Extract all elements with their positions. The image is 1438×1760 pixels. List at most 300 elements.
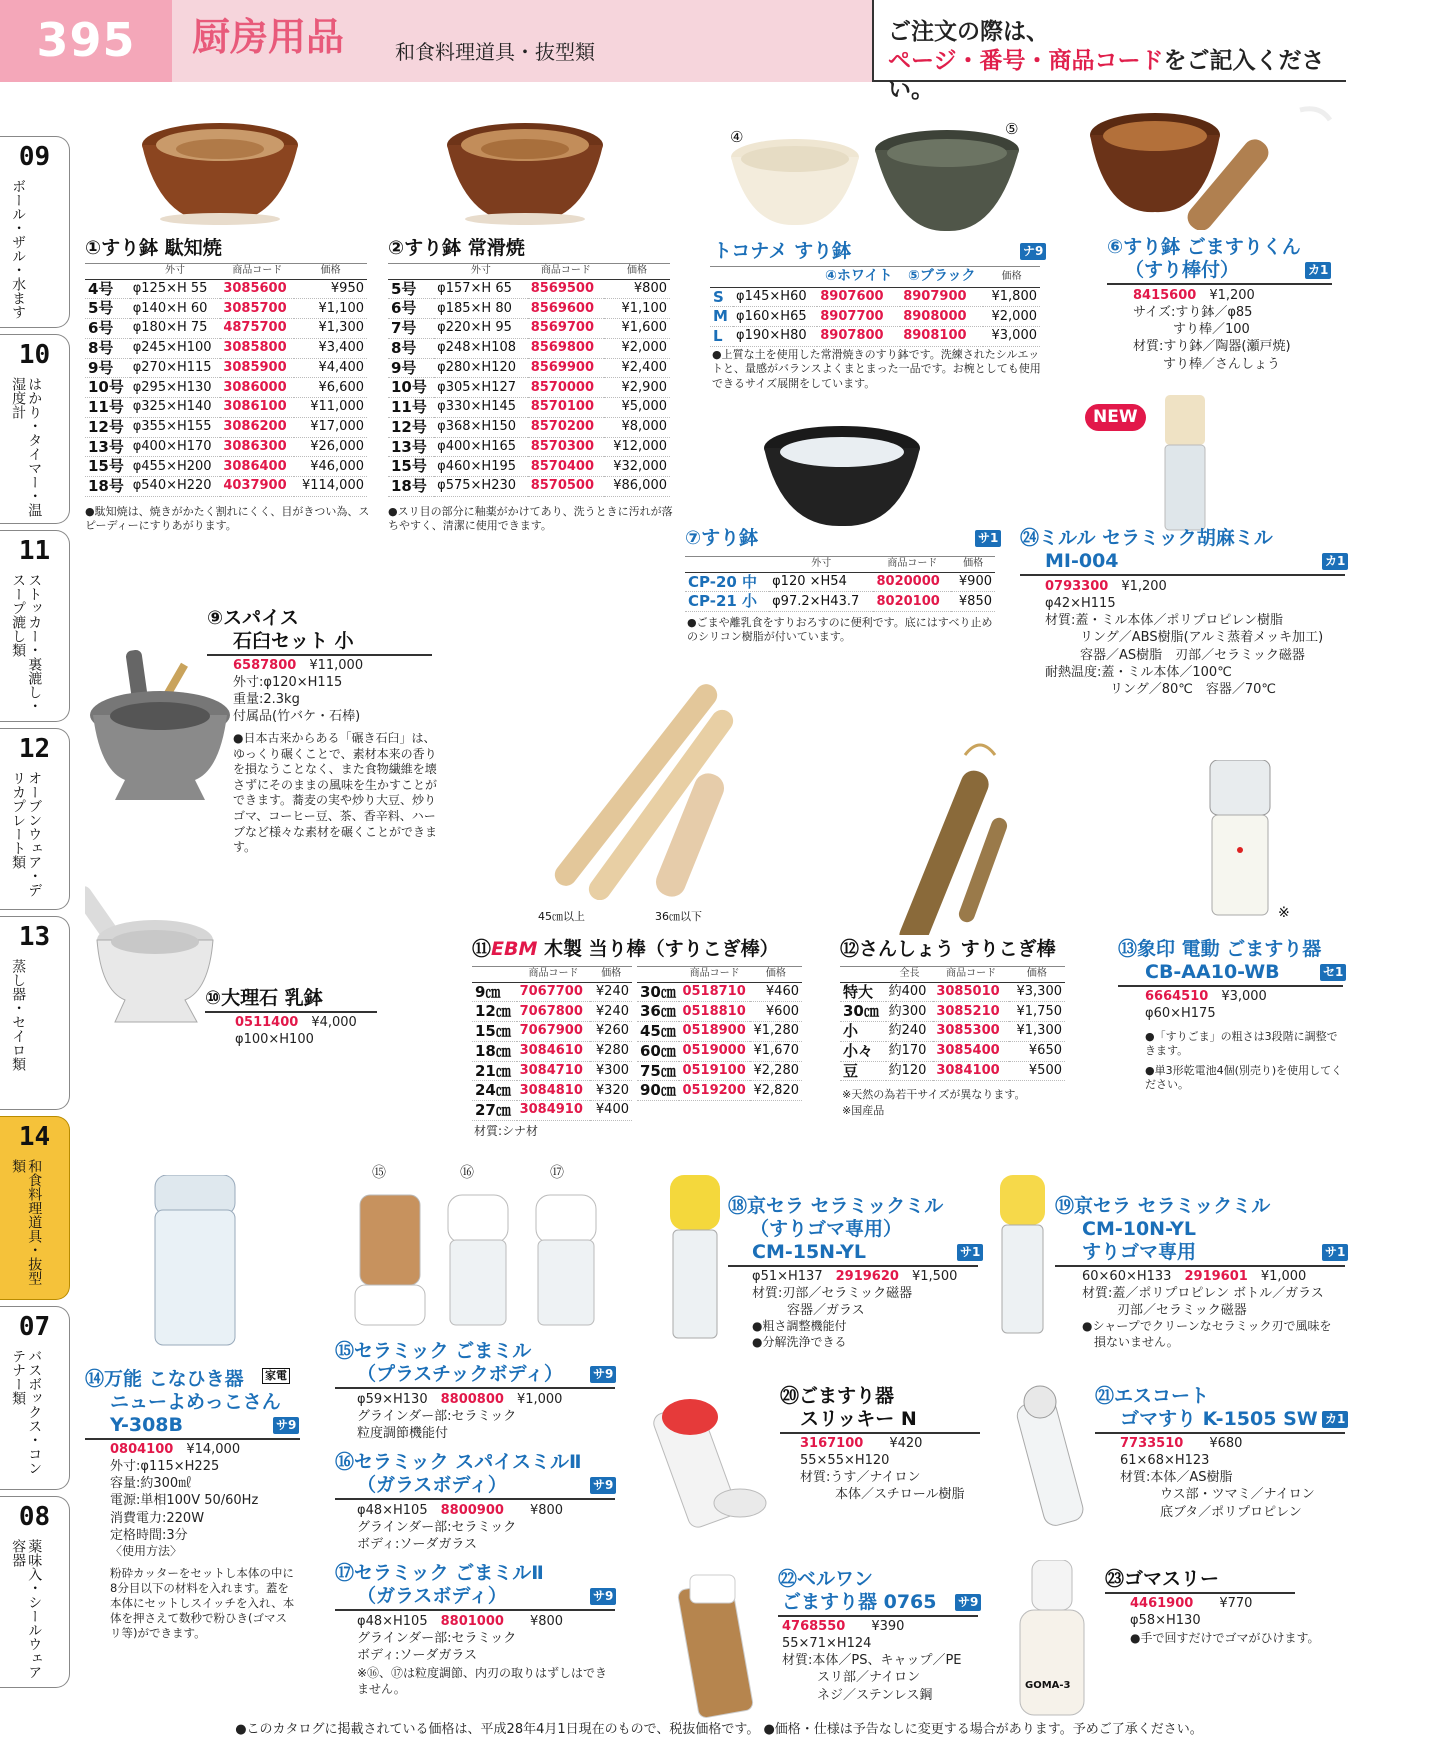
table-row: [472, 982, 632, 1002]
size-cell: CP-21 小: [685, 592, 769, 612]
p15-badge: サ9: [590, 1366, 616, 1383]
p17-note: ※⑯、⑰は粒度調節、内刃の取りはずしはできません。: [357, 1666, 608, 1696]
code-cell: 8570100: [528, 398, 604, 418]
p16-title-2: （ガラスボディ）: [357, 1474, 507, 1496]
p14-title-3: Y-308B: [110, 1414, 183, 1436]
price-cell: ¥1,100: [604, 299, 670, 319]
size-cell: 8号: [388, 338, 434, 358]
price-cell: ¥2,000: [983, 307, 1040, 327]
p2-title: ②すり鉢 常滑焼: [388, 237, 525, 259]
size-cell: CP-20 中: [685, 572, 769, 592]
code-cell: 8020100: [873, 592, 951, 612]
stone-mortar-photo: [85, 640, 235, 810]
price-cell: ¥2,400: [604, 358, 670, 378]
p13-note-1: ●「すりごま」の粗さは3段階に調整できます。: [1145, 1030, 1338, 1058]
p12-table: 全長 商品コード 価格 特大 約400 3085010 ¥3,300 30㎝ 約300 3085210 ¥1,750 小 約240 3085300 ¥1,300 小々 約170 3085400 ¥650 豆 約120 3084100 ¥500: [840, 966, 1065, 1081]
suribachi-cp-photo: [760, 420, 925, 530]
table-row: [472, 1101, 632, 1121]
table-row: [388, 299, 670, 319]
spec-cell: φ120 ×H54: [769, 572, 873, 592]
code-cell: 8570300: [528, 437, 604, 457]
size-cell: 9号: [85, 358, 130, 378]
p14-badge: サ9: [273, 1417, 299, 1434]
size-cell: 5号: [85, 299, 130, 319]
size-cell: 8号: [85, 338, 130, 358]
code-cell: 3085800: [220, 338, 294, 358]
p13-title-2: CB-AA10-WB: [1145, 961, 1280, 983]
code-cell: 8570500: [528, 477, 604, 497]
size-cell: 5号: [388, 279, 434, 299]
p6-badge: カ1: [1305, 262, 1331, 279]
p2-table: 外寸 商品コード 価格 5号 φ157×H 65 8569500 ¥800 6号 φ185×H 80 8569600 ¥1,100 7号 φ220×H 95 8569700 ¥1,600 8号 φ248×H108 8569800 ¥2,000 9号 φ280×H120 8569900 ¥2,400 10号 φ305×H127 8570000 ¥2,900 11号 φ330×H145 8570100 ¥5,000 12号 φ368×H150 8570200 ¥8,000 13号 φ400×H165 8570300 ¥12,000 15号 φ460×H195 8570400 ¥32,000 18号 φ575×H230 8570500 ¥86,000: [388, 263, 670, 497]
table-row: [388, 338, 670, 358]
new-badge: NEW: [1085, 404, 1146, 431]
p22-title-2: ごますり器 0765: [782, 1591, 937, 1613]
code-cell: 0518810: [679, 1002, 749, 1022]
price-cell: ¥1,600: [604, 319, 670, 339]
table-row: [85, 457, 367, 477]
size-cell: 18号: [388, 477, 434, 497]
code-cell: 8569600: [528, 299, 604, 319]
price-cell: ¥3,300: [1009, 982, 1065, 1002]
table-row: [388, 437, 670, 457]
p21-info: 7733510 ¥680 61×68×H123 材質:本体／AS樹脂 ウス部・ツマミ／ナイロン 底ブタ／ポリプロピレン: [1120, 1436, 1315, 1520]
sansho-pestle-photo: [880, 735, 1030, 935]
spec-cell: 約170: [886, 1041, 934, 1061]
p18-rule: [728, 1265, 978, 1267]
price-cell: ¥2,900: [604, 378, 670, 398]
price-cell: ¥46,000: [294, 457, 367, 477]
price-cell: ¥260: [590, 1022, 632, 1042]
p12-note-2: ※国産品: [842, 1104, 885, 1117]
table-row: [840, 1061, 1065, 1081]
spec-cell: φ455×H200: [130, 457, 221, 477]
code-cell: 3086000: [220, 378, 294, 398]
size-cell: 小: [840, 1022, 886, 1042]
p2-note: ●スリ目の部分に釉薬がかけてあり、洗うときに汚れが落ちやすく、清潔に使用できます。: [388, 505, 673, 533]
size-cell: 45㎝: [637, 1022, 679, 1042]
size-cell: 12号: [85, 417, 130, 437]
spec-cell: φ180×H 75: [130, 319, 221, 339]
table-row: [85, 279, 367, 299]
gomamill-15-16-17-photo: [350, 1190, 600, 1330]
price-cell: ¥26,000: [294, 437, 367, 457]
p17-info: φ48×H105 8801000 ¥800 グラインダー部:セラミック ボディ:ソーダガラス: [357, 1614, 564, 1664]
code-cell: 3086300: [220, 437, 294, 457]
spec-cell: φ248×H108: [434, 338, 528, 358]
gomasury-photo: [1010, 1560, 1095, 1720]
p21-badge: カ1: [1322, 1411, 1348, 1428]
p13-badge: セ1: [1320, 964, 1346, 981]
price-cell: ¥500: [1009, 1061, 1065, 1081]
label-17: ⑰: [550, 1165, 564, 1181]
size-cell: 11号: [85, 398, 130, 418]
p24-title-1: ㉔ミルル セラミック胡麻ミル: [1020, 527, 1273, 549]
spec-cell: φ305×H127: [434, 378, 528, 398]
p19-title-1: ⑲京セラ セラミックミル: [1055, 1195, 1271, 1217]
p11-table-left: 商品コード 価格 9㎝ 7067700 ¥240 12㎝ 7067800 ¥240 15㎝ 7067900 ¥260 18㎝ 3084610 ¥280 21㎝ 3084710 ¥300 24㎝ 3084810 ¥320 27㎝ 3084910 ¥400: [472, 966, 632, 1121]
p6-title-1: ⑥すり鉢 ごますりくん: [1107, 236, 1301, 258]
tab-07[interactable]: 07 バスボックス・コンテナー類: [0, 1306, 70, 1490]
p45-table: ④ホワイト ⑤ブラック 価格 S φ145×H60 8907600 8907900 ¥1,800 M φ160×H65 8907700 8908000 ¥2,000 L φ190×H80 8907800 8908100 ¥3,000: [710, 266, 1040, 347]
table-row: [840, 1041, 1065, 1061]
category-title: 厨房用品: [192, 15, 345, 59]
price-cell: ¥950: [294, 279, 367, 299]
price-cell: ¥320: [590, 1081, 632, 1101]
p16-title-1: ⑯セラミック スパイスミルⅡ: [335, 1451, 582, 1473]
price-cell: ¥600: [750, 1002, 802, 1022]
size-cell: 10号: [85, 378, 130, 398]
code-cell: 8570400: [528, 457, 604, 477]
p14-info: 0804100 ¥14,000 外寸:φ115×H225 容量:約300㎖ 電源:単相100V 50/60Hz 消費電力:220W 定格時間:3分 〈使用方法〉: [110, 1442, 259, 1558]
p20-info: 3167100 ¥420 55×55×H120 材質:うす／ナイロン 本体／スチロール樹脂: [800, 1436, 965, 1503]
code-cell: 8907900: [900, 287, 983, 307]
spec-cell: φ400×H165: [434, 437, 528, 457]
code-cell: 3084810: [517, 1081, 591, 1101]
order-notice: ご注文の際は、 ページ・番号・商品コードをご記入ください。: [872, 0, 1346, 82]
price-cell: ¥850: [951, 592, 995, 612]
bellwan-0765-photo: [670, 1570, 770, 1720]
size-cell: 18㎝: [472, 1041, 517, 1061]
p21-rule: [1095, 1432, 1345, 1434]
spec-cell: φ270×H115: [130, 358, 221, 378]
size-cell: 小々: [840, 1041, 886, 1061]
p14-home-badge: 家電: [262, 1368, 290, 1384]
p18-title-1: ⑱京セラ セラミックミル: [728, 1195, 944, 1217]
p45-title: トコナメ すり鉢: [713, 240, 852, 262]
size-cell: 9号: [388, 358, 434, 378]
code-cell: 8907800: [817, 327, 900, 347]
p17-title-1: ⑰セラミック ごまミルⅡ: [335, 1562, 544, 1584]
table-row: [637, 1022, 802, 1042]
table-row: [472, 1002, 632, 1022]
escort-k1505-photo: [1010, 1380, 1090, 1535]
p22-badge: サ9: [955, 1594, 981, 1611]
p18-title-3: CM-15N-YL: [752, 1241, 867, 1263]
price-cell: ¥460: [750, 982, 802, 1002]
table-row: [710, 287, 1040, 307]
code-cell: 3084910: [517, 1101, 591, 1121]
p13-info: 6664510 ¥3,000 φ60×H175: [1145, 989, 1267, 1022]
table-row: [85, 319, 367, 339]
p45-label-4: ④: [730, 128, 744, 146]
size-cell: 豆: [840, 1061, 886, 1081]
spec-cell: 約240: [886, 1022, 934, 1042]
table-row: [637, 982, 802, 1002]
code-cell: 8569500: [528, 279, 604, 299]
spec-cell: φ540×H220: [130, 477, 221, 497]
price-cell: ¥114,000: [294, 477, 367, 497]
size-cell: 12号: [388, 417, 434, 437]
tab-12[interactable]: 12 オーブンウェア・デリカプレート類: [0, 728, 70, 910]
p45-label-5: ⑤: [1005, 120, 1019, 138]
price-cell: ¥6,600: [294, 378, 367, 398]
slicky-photo: [650, 1385, 770, 1540]
spec-cell: φ368×H150: [434, 417, 528, 437]
code-cell: 8570200: [528, 417, 604, 437]
p9-info: 6587800 ¥11,000 外寸:φ120×H115 重量:2.3kg 付属品(竹バケ・石棒): [233, 658, 364, 725]
size-cell: 7号: [388, 319, 434, 339]
size-cell: 75㎝: [637, 1061, 679, 1081]
table-row: [472, 1022, 632, 1042]
table-row: [388, 457, 670, 477]
tab-13[interactable]: 13 蒸し器・セイロ類: [0, 916, 70, 1110]
p13-mark: ※: [1278, 905, 1290, 921]
p15-title-2: （プラスチックボディ）: [357, 1363, 563, 1385]
table-row: [85, 299, 367, 319]
spec-cell: φ220×H 95: [434, 319, 528, 339]
spec-cell: φ400×H170: [130, 437, 221, 457]
p11-label-45: 45㎝以上: [538, 910, 585, 923]
code-cell: 4875700: [220, 319, 294, 339]
table-row: [85, 358, 367, 378]
size-cell: 30㎝: [840, 1002, 886, 1022]
spec-cell: φ157×H 65: [434, 279, 528, 299]
p17-badge: サ9: [590, 1588, 616, 1605]
tab-09[interactable]: 09 ボール・ザル・水ます: [0, 136, 70, 328]
spec-cell: 約400: [886, 982, 934, 1002]
p11-title: ⑪EBM 木製 当り棒（すりこぎ棒）: [472, 938, 779, 960]
p10-rule: [205, 1011, 377, 1013]
code-cell: 8908000: [900, 307, 983, 327]
price-cell: ¥86,000: [604, 477, 670, 497]
size-cell: 27㎝: [472, 1101, 517, 1121]
konahiki-grinder-photo: [150, 1175, 240, 1350]
spec-cell: 約300: [886, 1002, 934, 1022]
table-row: [710, 307, 1040, 327]
size-cell: 36㎝: [637, 1002, 679, 1022]
table-row: [388, 279, 670, 299]
tab-11[interactable]: 11 ストッカー・裏漉し・スープ漉し類: [0, 530, 70, 722]
spec-cell: φ190×H80: [733, 327, 817, 347]
p21-title-1: ㉑エスコート: [1095, 1385, 1210, 1407]
table-row: [85, 378, 367, 398]
p9-title-2: 石臼セット 小: [233, 630, 354, 652]
table-row: [685, 572, 995, 592]
p19-info: 60×60×H133 2919601 ¥1,000 材質:蓋／ポリプロピレン ボトル／ガラス 刃部／セラミック磁器 ●シャープでクリーンなセラミック刃で風味を 損ないません。: [1082, 1269, 1332, 1350]
miruru-mill-photo: [1155, 395, 1215, 535]
size-cell: 13号: [388, 437, 434, 457]
p22-rule: [778, 1615, 978, 1617]
p24-info: 0793300 ¥1,200 φ42×H115 材質:蓋・ミル本体／ポリプロピレン樹脂 リング／ABS樹脂(アルミ蒸着メッキ加工) 容器／AS樹脂 刃部／セラミック磁器 耐熱温度:蓋・ミル本体／100℃ リング／80℃ 容器／70℃: [1045, 579, 1324, 697]
price-cell: ¥17,000: [294, 417, 367, 437]
table-row: [840, 982, 1065, 1002]
price-cell: ¥8,000: [604, 417, 670, 437]
p11-table-right: 商品コード 価格 30㎝ 0518710 ¥460 36㎝ 0518810 ¥600 45㎝ 0518900 ¥1,280 60㎝ 0519000 ¥1,670 75㎝ 0519100 ¥2,280 90㎝ 0519200 ¥2,820: [637, 966, 802, 1101]
code-cell: 0519100: [679, 1061, 749, 1081]
p18-info: φ51×H137 2919620 ¥1,500 材質:刃部／セラミック磁器 容器／ガラス ●粗さ調整機能付 ●分解洗浄できる: [752, 1269, 958, 1350]
label-15: ⑮: [372, 1165, 386, 1181]
p1-note: ●駄知焼は、焼きがかたく割れにくく、目がきつい為、スピーディーにすりあがります。: [85, 505, 370, 533]
gomasurikun-photo: [1085, 100, 1345, 230]
label-16: ⑯: [460, 1165, 474, 1181]
p6-info: 8415600 ¥1,200 サイズ:すり鉢／φ85 すり棒／100 材質:すり鉢／陶器(瀬戸焼) すり棒／さんしょう: [1133, 288, 1291, 372]
spec-cell: φ330×H145: [434, 398, 528, 418]
size-cell: 4号: [85, 279, 130, 299]
size-cell: 18号: [85, 477, 130, 497]
table-row: [472, 1041, 632, 1061]
p23-info: 4461900 ¥770 φ58×H130: [1130, 1596, 1253, 1629]
spec-cell: φ97.2×H43.7: [769, 592, 873, 612]
size-cell: M: [710, 307, 733, 327]
table-row: [840, 1002, 1065, 1022]
tab-10[interactable]: 10 はかり・タイマー・温湿度計: [0, 334, 70, 524]
tokoname-black-photo: [872, 125, 1022, 235]
p17-title-2: （ガラスボディ）: [357, 1585, 507, 1607]
p24-rule: [1020, 574, 1345, 576]
p9-title-1: ⑨スパイス: [207, 607, 299, 629]
code-cell: 3086200: [220, 417, 294, 437]
spec-cell: φ140×H 60: [130, 299, 221, 319]
price-cell: ¥11,000: [294, 398, 367, 418]
price-cell: ¥650: [1009, 1041, 1065, 1061]
size-cell: 12㎝: [472, 1002, 517, 1022]
spec-cell: φ160×H65: [733, 307, 817, 327]
size-cell: 15号: [85, 457, 130, 477]
price-cell: ¥1,300: [294, 319, 367, 339]
code-cell: 0519200: [679, 1081, 749, 1101]
code-cell: 3086400: [220, 457, 294, 477]
code-cell: 3085900: [220, 358, 294, 378]
code-cell: 3085300: [933, 1022, 1009, 1042]
table-row: [388, 378, 670, 398]
size-cell: 9㎝: [472, 982, 517, 1002]
code-cell: 0518900: [679, 1022, 749, 1042]
p20-title-2: スリッキー N: [800, 1408, 917, 1430]
code-cell: 0518710: [679, 982, 749, 1002]
size-cell: 30㎝: [637, 982, 679, 1002]
p13-note-2: ●単3形乾電池4個(別売り)を使用してください。: [1145, 1064, 1343, 1092]
p24-title-2: MI-004: [1045, 550, 1119, 572]
p16-info: φ48×H105 8800900 ¥800 グラインダー部:セラミック ボディ:ソーダガラス: [357, 1503, 564, 1553]
spec-cell: φ185×H 80: [434, 299, 528, 319]
spec-cell: φ145×H60: [733, 287, 817, 307]
code-cell: 7067900: [517, 1022, 591, 1042]
code-cell: 7067800: [517, 1002, 591, 1022]
footer-note: ●このカタログに掲載されている価格は、平成28年4月1日現在のもので、税抜価格です。 ●価格・仕様は予告なしに変更する場合があります。予めご了承ください。: [235, 1722, 1203, 1737]
p18-title-2: （すりゴマ専用）: [750, 1218, 903, 1240]
table-row: [85, 477, 367, 497]
code-cell: 3085010: [933, 982, 1009, 1002]
table-row: [85, 437, 367, 457]
p7-badge: サ1: [975, 530, 1001, 547]
code-cell: 8569800: [528, 338, 604, 358]
p22-title-1: ㉒ベルワン: [778, 1568, 874, 1590]
p13-rule: [1118, 985, 1343, 987]
size-cell: 10号: [388, 378, 434, 398]
p6-title-2: （すり棒付）: [1125, 259, 1240, 281]
p21-title-2: ゴマすり K-1505 SW: [1120, 1408, 1318, 1430]
p45-note: ●上質な土を使用した常滑焼きのすり鉢です。洗練されたシルエットと、量感がバランスよくまとまった一品です。お椀としても使用できるサイズ展開をしています。: [712, 348, 1041, 390]
p9-note: ●日本古来からある「碾き石臼」は、ゆっくり碾くことで、素材本来の香りを損なうことなく、また食物繊維を壊さずにそのままの風味を生かすことができます。蕎麦の実や炒り大豆、炒りゴマ、コーヒー豆、茶、香辛料、ハーブなど様々な素材を碾くことができます。: [233, 731, 438, 855]
size-cell: 特大: [840, 982, 886, 1002]
p14-title-1: ⑭万能 こなひき器: [85, 1368, 244, 1390]
p10-title: ⑩大理石 乳鉢: [205, 987, 323, 1009]
spec-cell: φ575×H230: [434, 477, 528, 497]
code-cell: 8570000: [528, 378, 604, 398]
price-cell: ¥1,300: [1009, 1022, 1065, 1042]
table-row: [388, 398, 670, 418]
price-cell: ¥32,000: [604, 457, 670, 477]
code-cell: 7067700: [517, 982, 591, 1002]
spec-cell: φ355×H155: [130, 417, 221, 437]
kyocera-15n-photo: [665, 1175, 725, 1340]
p16-badge: サ9: [590, 1477, 616, 1494]
code-cell: 3086100: [220, 398, 294, 418]
p19-title-3: すりゴマ専用: [1082, 1241, 1197, 1263]
p20-rule: [780, 1432, 980, 1434]
p9-rule: [207, 654, 432, 656]
page-number: 395: [0, 0, 172, 82]
price-cell: ¥2,280: [750, 1061, 802, 1081]
table-row: [388, 358, 670, 378]
table-row: [388, 477, 670, 497]
p19-title-2: CM-10N-YL: [1082, 1218, 1197, 1240]
size-cell: 21㎝: [472, 1061, 517, 1081]
p1-title: ①すり鉢 駄知焼: [85, 237, 222, 259]
p18-badge: サ1: [957, 1244, 983, 1261]
table-row: [388, 319, 670, 339]
table-row: [472, 1081, 632, 1101]
code-cell: 8907600: [817, 287, 900, 307]
price-cell: ¥1,670: [750, 1041, 802, 1061]
price-cell: ¥240: [590, 982, 632, 1002]
p1-table: 外寸 商品コード 価格 4号 φ125×H 55 3085600 ¥950 5号 φ140×H 60 3085700 ¥1,100 6号 φ180×H 75 4875700 ¥1,300 8号 φ245×H100 3085800 ¥3,400 9号 φ270×H115 3085900 ¥4,400 10号 φ295×H130 3086000 ¥6,600 11号 φ325×H140 3086100 ¥11,000 12号 φ355×H155 3086200 ¥17,000 13号 φ400×H170 3086300 ¥26,000 15号 φ455×H200 3086400 ¥46,000 18号 φ540×H220 4037900 ¥114,000: [85, 263, 367, 497]
p10-info: 0511400 ¥4,000 φ100×H100: [235, 1015, 357, 1048]
code-cell: 8908100: [900, 327, 983, 347]
zojirushi-grinder-photo: [1200, 760, 1280, 920]
table-row: [388, 417, 670, 437]
code-cell: 3084710: [517, 1061, 591, 1081]
code-cell: 8569700: [528, 319, 604, 339]
table-row: [637, 1002, 802, 1022]
code-cell: 0519000: [679, 1041, 749, 1061]
price-cell: ¥3,000: [983, 327, 1040, 347]
spec-cell: φ295×H130: [130, 378, 221, 398]
tab-14-active[interactable]: 14 和食料理道具・抜型類: [0, 1116, 70, 1300]
spec-cell: φ280×H120: [434, 358, 528, 378]
p14-title-2: ニューよめっこさん: [110, 1391, 281, 1413]
suribachi-dachi-photo: [130, 115, 310, 230]
code-cell: 4037900: [220, 477, 294, 497]
size-cell: 6号: [85, 319, 130, 339]
p15-info: φ59×H130 8800800 ¥1,000 グラインダー部:セラミック 粒度調節機能付: [357, 1392, 563, 1442]
p12-title: ⑫さんしょう すりこぎ棒: [840, 938, 1056, 960]
p7-title: ⑦すり鉢: [685, 527, 759, 549]
price-cell: ¥300: [590, 1061, 632, 1081]
table-row: [472, 1061, 632, 1081]
p23-label: GOMA-3: [1025, 1680, 1071, 1691]
code-cell: 3084610: [517, 1041, 591, 1061]
code-cell: 3085210: [933, 1002, 1009, 1022]
p6-rule: [1107, 283, 1332, 285]
p23-title: ㉓ゴマスリー: [1105, 1568, 1220, 1590]
p11-material: 材質:シナ材: [474, 1124, 539, 1138]
spec-cell: φ245×H100: [130, 338, 221, 358]
code-cell: 3084100: [933, 1061, 1009, 1081]
price-cell: ¥4,400: [294, 358, 367, 378]
tokoname-white-photo: [728, 135, 863, 230]
price-cell: ¥800: [604, 279, 670, 299]
tab-08[interactable]: 08 薬味入・シールウェア容器: [0, 1496, 70, 1688]
p17-rule: [335, 1609, 615, 1611]
size-cell: L: [710, 327, 733, 347]
price-cell: ¥1,800: [983, 287, 1040, 307]
table-row: [637, 1061, 802, 1081]
size-cell: S: [710, 287, 733, 307]
size-cell: 6号: [388, 299, 434, 319]
code-cell: 8907700: [817, 307, 900, 327]
